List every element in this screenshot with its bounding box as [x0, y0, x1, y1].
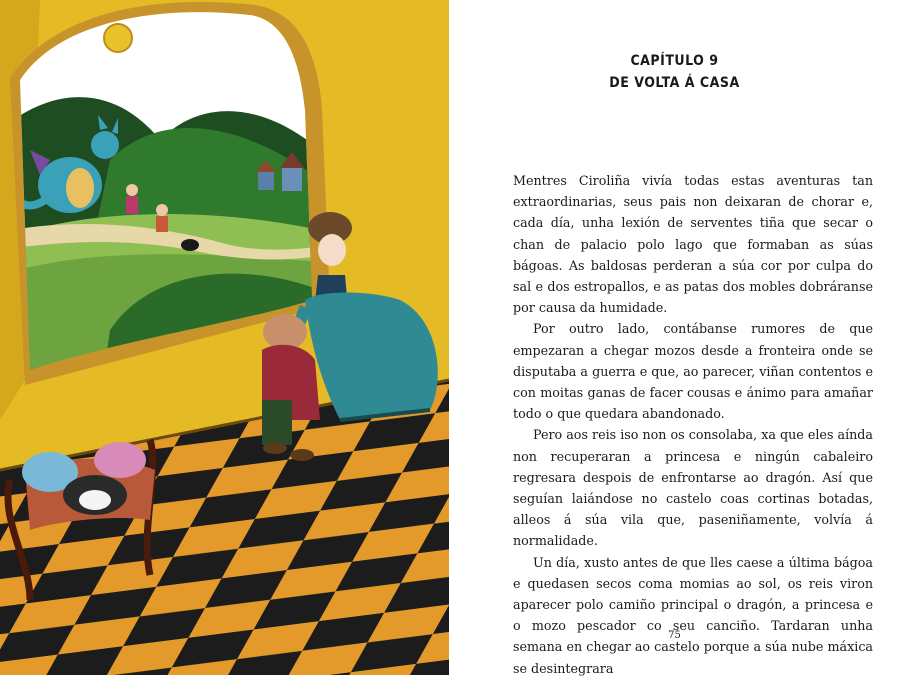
paragraph: Pero aos reis iso non os consolaba, xa que eles aínda non recuperaran a princesa e ningún cabaleiro regresara despois de enfrontarse ao dragón. Así que seguían laiándose no castelo coas cortinas botadas, alleos á súa vila que, paseniñamente, volvía á normalidade.: [513, 427, 873, 549]
page-number: 75: [668, 630, 681, 641]
paragraph: Mentres Ciroliña vivía todas estas aventuras tan extraordinarias, seus pais non deixaran de chorar e, cada día, unha lexión de serventes tiña que secar o chan de palacio polo lago que formaban as súas bágoas. As baldosas perderan a súa cor por culpa do sal e dos estropallos, e as patas dos mobles dobráranse por causa da humidade.: [513, 173, 873, 316]
text-page: [449, 0, 900, 675]
chapter-body: [513, 170, 873, 679]
chapter-number: CAPÍTULO 9: [630, 53, 719, 69]
illustration-artwork: [0, 0, 449, 675]
chapter-heading: [449, 50, 900, 94]
paragraph: Un día, xusto antes de que lles caese a última bágoa e quedasen secos coma momias ao sol, os reis viron aparecer polo camiño principal o dragón, a princesa e o mozo pescador co seu canciño. Tardaran unha semana en chegar ao castelo porque a súa nube máxica se desintegrara: [513, 554, 873, 676]
chapter-title: DE VOLTA Á CASA: [609, 75, 740, 91]
storybook-illustration: [0, 0, 449, 675]
paragraph: Por outro lado, contábanse rumores de que empezaran a chegar mozos desde a fronteira onde se disputaba a guerra e que, ao parecer, viñan contentos e con moitas ganas de facer cousas e ánimo para amañar todo o que quedara abandonado.: [513, 321, 873, 422]
